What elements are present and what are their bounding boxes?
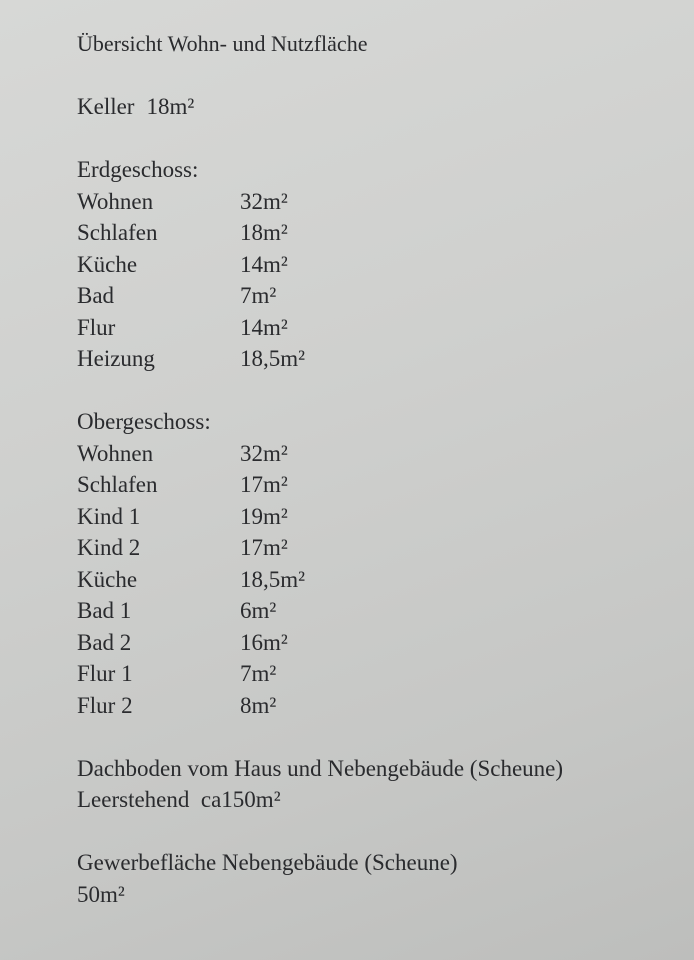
- room-area: 7m²: [240, 283, 277, 308]
- room-name: Flur 2: [77, 692, 133, 718]
- room-row: [77, 564, 677, 596]
- room-area: 19m²: [240, 503, 288, 529]
- room-row: [77, 343, 677, 375]
- gewerbe-line: Gewerbefläche Nebengebäude (Scheune): [77, 850, 458, 875]
- room-row: [77, 690, 677, 722]
- spacer: [77, 375, 677, 407]
- room-row: [77, 312, 677, 344]
- room-row: [77, 438, 677, 470]
- room-name: Kind 1: [77, 503, 141, 529]
- room-row: [77, 280, 677, 312]
- room-name: Bad 2: [77, 629, 132, 655]
- room-area: 32m²: [240, 440, 288, 466]
- document-page: [77, 28, 677, 910]
- obergeschoss-heading: Obergeschoss:: [77, 409, 211, 434]
- room-area: 6m²: [240, 598, 277, 623]
- room-name: Bad: [77, 283, 115, 308]
- room-name: Schlafen: [77, 220, 158, 245]
- room-area: 14m²: [240, 251, 288, 277]
- room-name: Küche: [77, 251, 138, 277]
- room-name: Bad 1: [77, 598, 132, 623]
- room-area: 16m²: [240, 629, 288, 655]
- room-area: 18m²: [240, 220, 288, 245]
- dachboden-line: Dachboden vom Haus und Nebengebäude (Scheune): [77, 755, 564, 781]
- room-name: Wohnen: [77, 188, 154, 214]
- room-name: Küche: [77, 566, 138, 592]
- room-area: 17m²: [240, 535, 288, 560]
- room-row: [77, 469, 677, 501]
- room-row: [77, 217, 677, 249]
- room-row: [77, 627, 677, 659]
- room-row: [77, 249, 677, 281]
- room-name: Wohnen: [77, 440, 154, 466]
- erdgeschoss-heading: Erdgeschoss:: [77, 157, 199, 182]
- gewerbe-area-line: 50m²: [77, 881, 125, 907]
- document-title: Übersicht Wohn- und Nutzfläche: [77, 31, 368, 56]
- keller-area: 18m²: [146, 94, 195, 119]
- spacer: [77, 60, 677, 92]
- keller-label: Keller: [77, 94, 135, 119]
- room-name: Flur 1: [77, 661, 133, 686]
- room-area: 17m²: [240, 472, 288, 497]
- room-row: [77, 186, 677, 218]
- room-area: 7m²: [240, 661, 277, 686]
- spacer: [77, 816, 677, 848]
- room-area: 32m²: [240, 188, 288, 214]
- spacer: [77, 123, 677, 155]
- room-name: Kind 2: [77, 535, 141, 560]
- keller-line: [77, 91, 677, 123]
- room-area: 8m²: [240, 692, 277, 718]
- obergeschoss-room-list: [77, 438, 677, 722]
- room-row: [77, 658, 677, 690]
- room-area: 18,5m²: [240, 566, 306, 592]
- room-area: 18,5m²: [240, 346, 306, 371]
- spacer: [77, 721, 677, 753]
- room-name: Flur: [77, 314, 116, 340]
- erdgeschoss-room-list: [77, 186, 677, 375]
- room-row: [77, 501, 677, 533]
- room-area: 14m²: [240, 314, 288, 340]
- dachboden-area-line: Leerstehend ca150m²: [77, 787, 281, 812]
- room-row: [77, 595, 677, 627]
- room-name: Heizung: [77, 346, 155, 371]
- room-row: [77, 532, 677, 564]
- room-name: Schlafen: [77, 472, 158, 497]
